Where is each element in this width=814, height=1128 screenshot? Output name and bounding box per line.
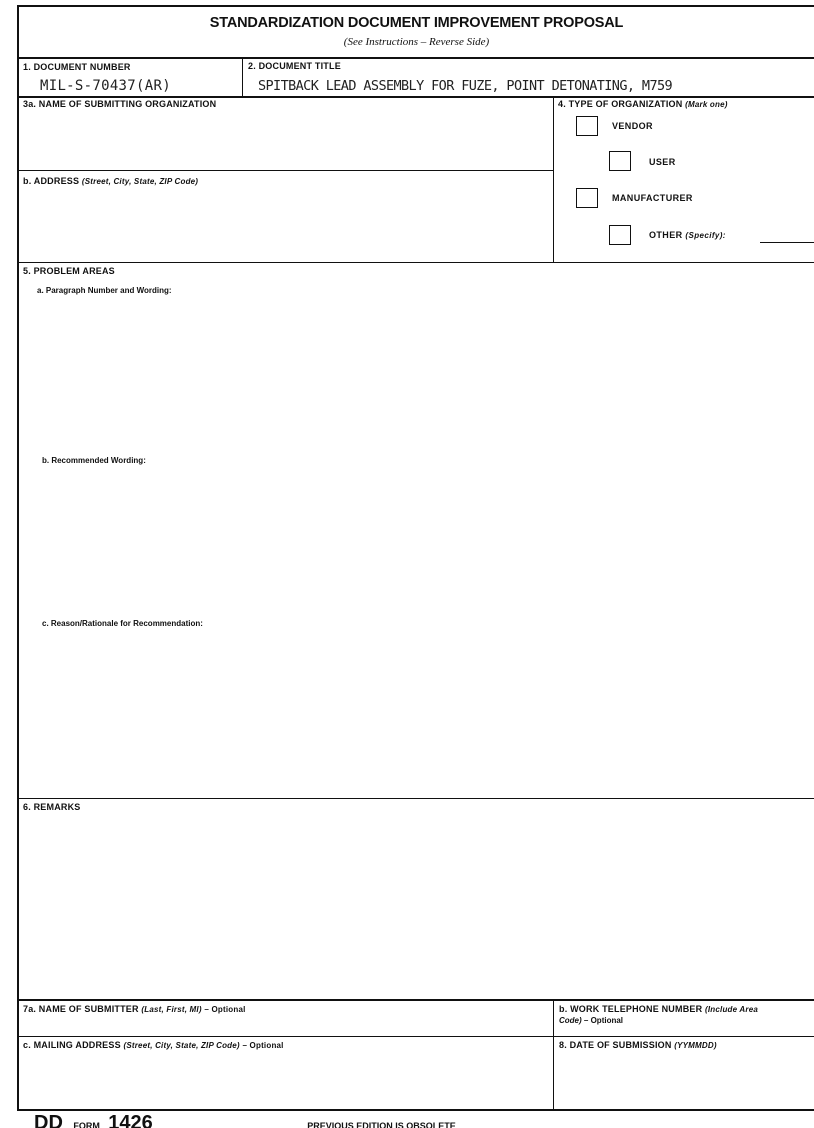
remarks-label: 6. REMARKS xyxy=(23,802,81,812)
mailing-address-optional: – Optional xyxy=(242,1041,284,1050)
date-submission-label-text: 8. DATE OF SUBMISSION xyxy=(559,1040,672,1050)
form-subtitle: (See Instructions – Reverse Side) xyxy=(343,36,490,48)
divider-org-address xyxy=(17,170,553,171)
divider-row1-top xyxy=(17,57,814,59)
work-phone-hint2: Code) xyxy=(559,1016,582,1025)
mailing-address-label xyxy=(23,1040,284,1050)
form-title: STANDARDIZATION DOCUMENT IMPROVEMENT PROPOSAL xyxy=(209,15,624,31)
work-phone-optional: – Optional xyxy=(583,1016,624,1025)
other-option-label xyxy=(649,230,726,240)
divider-number-title xyxy=(242,57,243,96)
submitter-name-hint: (Last, First, MI) xyxy=(141,1005,202,1014)
other-specify-line[interactable] xyxy=(760,242,814,243)
address-label-text: b. ADDRESS xyxy=(23,176,80,186)
work-phone-label-text: b. WORK TELEPHONE NUMBER xyxy=(559,1004,703,1014)
reason-rationale-label: c. Reason/Rationale for Recommendation: xyxy=(42,619,203,628)
address-label xyxy=(23,176,198,186)
other-option-text: OTHER xyxy=(649,230,683,240)
form-number: 1426 xyxy=(108,1113,153,1128)
other-checkbox[interactable] xyxy=(609,225,631,245)
submitter-name-optional: – Optional xyxy=(204,1005,246,1014)
date-submission-hint: (YYMMDD) xyxy=(674,1041,717,1050)
frame-bottom xyxy=(17,1109,814,1111)
vendor-option-label: VENDOR xyxy=(612,121,653,131)
submitter-name-label-text: 7a. NAME OF SUBMITTER xyxy=(23,1004,139,1014)
paragraph-wording-label: a. Paragraph Number and Wording: xyxy=(37,286,172,295)
org-type-label-text: 4. TYPE OF ORGANIZATION xyxy=(558,99,683,109)
document-title-value[interactable]: SPITBACK LEAD ASSEMBLY FOR FUZE, POINT DETONATING, M759 xyxy=(258,78,673,94)
vendor-checkbox[interactable] xyxy=(576,116,598,136)
manufacturer-checkbox[interactable] xyxy=(576,188,598,208)
mailing-address-hint: (Street, City, State, ZIP Code) xyxy=(123,1041,240,1050)
document-title-label: 2. DOCUMENT TITLE xyxy=(248,61,341,71)
work-phone-hint: (Include Area xyxy=(705,1005,758,1014)
problem-areas-label: 5. PROBLEM AREAS xyxy=(23,266,115,276)
work-phone-label-line2 xyxy=(559,1016,623,1025)
frame-top xyxy=(17,5,814,7)
mailing-address-label-text: c. MAILING ADDRESS xyxy=(23,1040,121,1050)
manufacturer-option-label: MANUFACTURER xyxy=(612,193,693,203)
divider-mailing-top xyxy=(17,1036,814,1037)
divider-problem-top xyxy=(17,262,814,263)
form-footer xyxy=(34,1113,734,1128)
document-number-value[interactable]: MIL-S-70437(AR) xyxy=(40,78,171,94)
divider-remarks-top xyxy=(17,798,814,799)
edition-note: PREVIOUS EDITION IS OBSOLETE xyxy=(307,1121,456,1128)
submitter-name-label xyxy=(23,1004,246,1014)
divider-org-type xyxy=(553,96,554,262)
address-hint: (Street, City, State, ZIP Code) xyxy=(81,177,199,186)
form-id: DD xyxy=(34,1113,63,1128)
divider-submitter-phone xyxy=(553,999,554,1110)
date-submission-label xyxy=(559,1040,717,1050)
user-option-label: USER xyxy=(649,157,676,167)
recommended-wording-label: b. Recommended Wording: xyxy=(42,456,146,465)
form-word: FORM xyxy=(73,1121,100,1128)
divider-submitter-top xyxy=(17,999,814,1001)
document-number-label: 1. DOCUMENT NUMBER xyxy=(23,62,131,72)
other-option-hint: (Specify): xyxy=(685,231,726,240)
submitting-org-label: 3a. NAME OF SUBMITTING ORGANIZATION xyxy=(23,99,217,109)
org-type-label xyxy=(558,99,728,109)
org-type-hint: (Mark one) xyxy=(685,100,728,109)
divider-row2-top xyxy=(17,96,814,98)
user-checkbox[interactable] xyxy=(609,151,631,171)
work-phone-label xyxy=(559,1004,758,1014)
